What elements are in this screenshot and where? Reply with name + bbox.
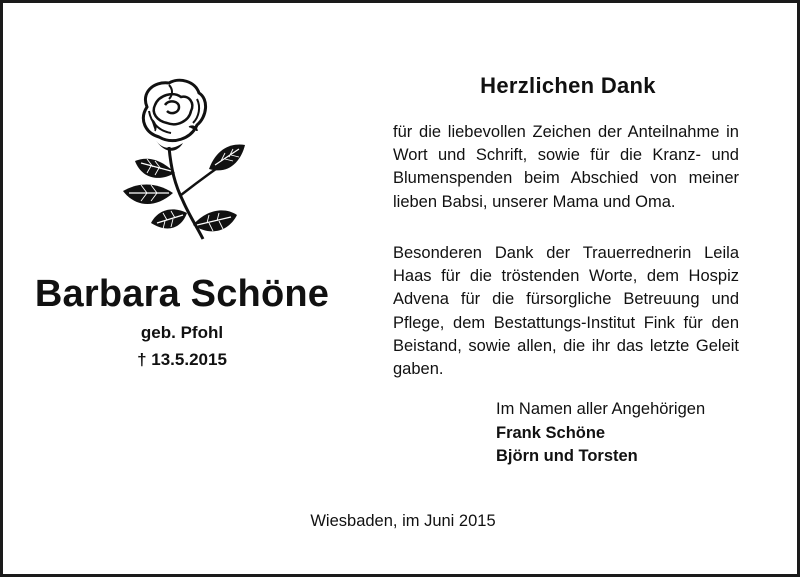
special-thanks-paragraph: Besonderen Dank der Trauerrednerin Leila Haas für die tröstenden Worte, dem Hospiz Advena für die fürsorgliche Betreuung und Pflege, dem Bestattungs-Institut Fink für den Beistand, sowie allen, die ihr das letzte Geleit gaben. <box>393 244 739 379</box>
deceased-name: Barbara Schöne <box>34 273 330 315</box>
signature-lead: Im Namen aller Angehörigen <box>496 400 706 418</box>
signature-block <box>496 398 776 469</box>
maiden-name: geb. Pfohl <box>140 323 224 342</box>
signer-name: Frank Schöne <box>496 423 606 442</box>
place-date: Wiesbaden, im Juni 2015 <box>310 512 496 530</box>
thanks-heading: Herzlichen Dank <box>480 73 656 98</box>
signer-name: Björn und Torsten <box>496 447 638 465</box>
rose-icon <box>111 77 251 245</box>
death-date: † 13.5.2015 <box>137 350 227 369</box>
thanks-paragraph: für die liebevollen Zeichen der Anteilnahme in Wort und Schrift, sowie für die Kranz- und Blumenspenden beim Abschied von meiner lieben Babsi, unserer Mama und Oma. <box>393 123 739 211</box>
